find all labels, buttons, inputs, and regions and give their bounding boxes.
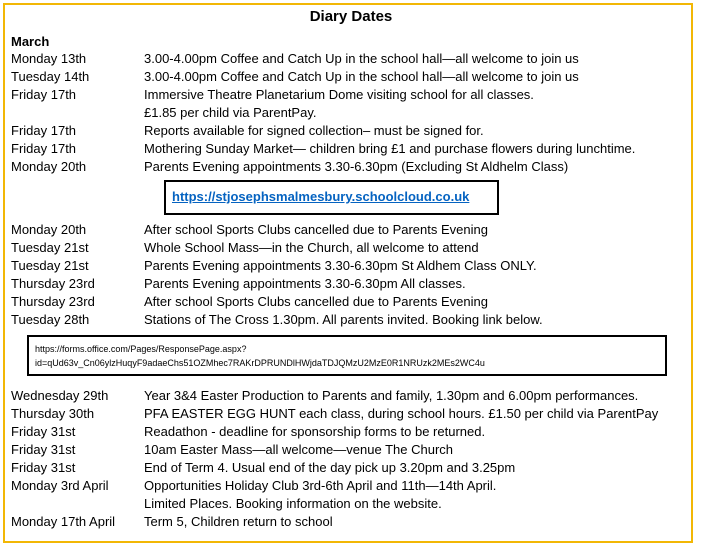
booking-link-line1[interactable]: https://forms.office.com/Pages/ResponsePage.aspx? (35, 344, 247, 354)
entry-date: Friday 31st (11, 424, 76, 439)
entry-text-continued: £1.85 per child via ParentPay. (144, 105, 317, 120)
entry-date: Tuesday 14th (11, 69, 90, 84)
entry-text-continued: Limited Places. Booking information on the website. (144, 496, 442, 511)
entry-date: Friday 17th (11, 141, 77, 156)
entry-date: Monday 20th (11, 159, 87, 174)
entry-date: Monday 13th (11, 51, 87, 66)
entry-text: 3.00-4.00pm Coffee and Catch Up in the school hall—all welcome to join us (144, 51, 579, 66)
entry-date: Friday 17th (11, 123, 77, 138)
entry-date: Friday 31st (11, 442, 76, 457)
entry-text: After school Sports Clubs cancelled due to Parents Evening (144, 294, 488, 309)
schoolcloud-link[interactable]: https://stjosephsmalmesbury.schoolcloud.co.uk (172, 189, 470, 204)
entry-text: End of Term 4. Usual end of the day pick up 3.20pm and 3.25pm (144, 460, 516, 475)
entry-date: Tuesday 21st (11, 240, 89, 255)
entry-text: Term 5, Children return to school (144, 514, 333, 529)
entry-date: Thursday 30th (11, 406, 95, 421)
entry-text: Year 3&4 Easter Production to Parents and family, 1.30pm and 6.00pm performances. (144, 388, 639, 403)
entry-text: Stations of The Cross 1.30pm. All parents invited. Booking link below. (144, 312, 543, 327)
schoolcloud-link-box (164, 180, 499, 215)
entry-text: PFA EASTER EGG HUNT each class, during school hours. £1.50 per child via ParentPay (144, 406, 659, 421)
entry-text: Readathon - deadline for sponsorship forms to be returned. (144, 424, 486, 439)
entry-date: Friday 31st (11, 460, 76, 475)
month-heading: March (11, 34, 50, 49)
entry-date: Thursday 23rd (11, 294, 95, 309)
entry-text: Opportunities Holiday Club 3rd-6th April and 11th—14th April. (144, 478, 497, 493)
entry-date: Monday 3rd April (11, 478, 109, 493)
entry-text: Reports available for signed collection– must be signed for. (144, 123, 484, 138)
entry-date: Monday 17th April (11, 514, 116, 529)
entry-text: Parents Evening appointments 3.30-6.30pm (Excluding St Aldhelm Class) (144, 159, 569, 174)
page-title: Diary Dates (309, 8, 393, 25)
entry-date: Thursday 23rd (11, 276, 95, 291)
entry-text: Whole School Mass—in the Church, all welcome to attend (144, 240, 479, 255)
entry-date: Tuesday 21st (11, 258, 89, 273)
entry-text: 10am Easter Mass—all welcome—venue The Church (144, 442, 454, 457)
entry-text: Mothering Sunday Market— children bring £1 and purchase flowers during lunchtime. (144, 141, 636, 156)
booking-link-line2[interactable]: id=qUd63v_Cn06ylzHuqyF9adaeChs51OZMhec7RAKrDPRUNDlHWjdaTDJQMzU2MzE0R1NRUzk2MEs2WC4u (35, 358, 485, 368)
entry-date: Monday 20th (11, 222, 87, 237)
entry-date: Wednesday 29th (11, 388, 109, 403)
entry-date: Tuesday 28th (11, 312, 90, 327)
entry-text: Immersive Theatre Planetarium Dome visiting school for all classes. (144, 87, 534, 102)
entry-date: Friday 17th (11, 87, 77, 102)
entry-text: Parents Evening appointments 3.30-6.30pm St Aldhem Class ONLY. (144, 258, 537, 273)
entry-text: Parents Evening appointments 3.30-6.30pm All classes. (144, 276, 466, 291)
booking-link-box (27, 335, 667, 376)
entry-text: After school Sports Clubs cancelled due to Parents Evening (144, 222, 488, 237)
entry-text: 3.00-4.00pm Coffee and Catch Up in the school hall—all welcome to join us (144, 69, 579, 84)
